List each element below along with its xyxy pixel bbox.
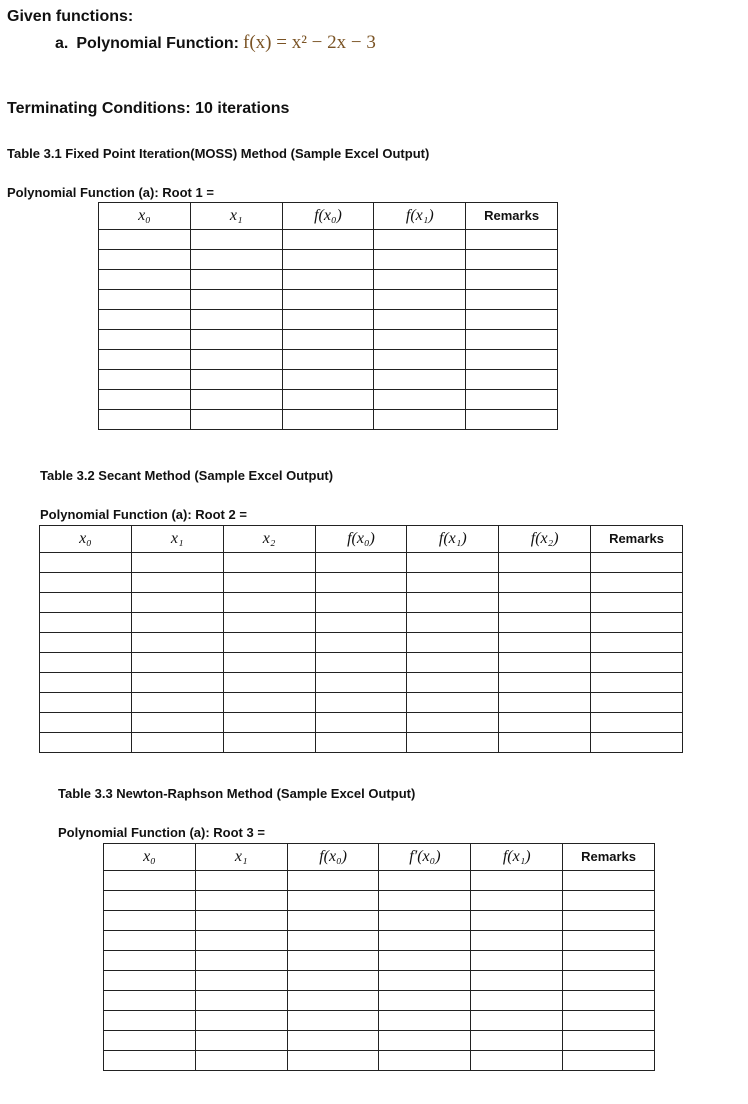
table-cell[interactable] [563, 1031, 655, 1051]
table-cell[interactable] [374, 370, 466, 390]
column-header [99, 203, 191, 230]
table-cell[interactable] [287, 971, 379, 991]
table-cell[interactable] [379, 971, 471, 991]
table-cell[interactable] [131, 553, 223, 573]
table-cell[interactable] [99, 350, 191, 370]
table-cell[interactable] [282, 390, 374, 410]
polynomial-formula: f(x) = x² − 2x − 3 [243, 32, 376, 53]
table-cell[interactable] [471, 971, 563, 991]
table-row [40, 713, 683, 733]
table-cell[interactable] [466, 270, 558, 290]
table-cell[interactable] [563, 991, 655, 1011]
table-cell[interactable] [591, 693, 683, 713]
table-cell[interactable] [99, 230, 191, 250]
table-cell[interactable] [195, 891, 287, 911]
table-cell[interactable] [563, 931, 655, 951]
fixed-point-table [98, 202, 558, 430]
table-row [99, 390, 558, 410]
table-cell[interactable] [40, 573, 132, 593]
given-functions-title: Given functions: [7, 8, 134, 25]
table-cell[interactable] [591, 713, 683, 733]
table-row [104, 1051, 655, 1071]
column-header-label: x₁ [170, 530, 184, 547]
table-cell[interactable] [40, 633, 132, 653]
table-cell[interactable] [466, 330, 558, 350]
table-cell[interactable] [471, 1031, 563, 1051]
table-cell[interactable] [471, 1011, 563, 1031]
table-cell[interactable] [471, 911, 563, 931]
table-cell[interactable] [223, 553, 315, 573]
table-cell[interactable] [282, 230, 374, 250]
table-cell[interactable] [466, 350, 558, 370]
table-row [104, 931, 655, 951]
table-cell[interactable] [195, 911, 287, 931]
table-cell[interactable] [40, 553, 132, 573]
table-cell[interactable] [499, 613, 591, 633]
column-header-label: f(x₁) [405, 207, 434, 224]
table-cell[interactable] [131, 693, 223, 713]
table-row [99, 330, 558, 350]
terminating-conditions: Terminating Conditions: 10 iterations [7, 100, 290, 117]
table-cell[interactable] [223, 593, 315, 613]
table-cell[interactable] [379, 991, 471, 1011]
table-cell[interactable] [374, 250, 466, 270]
table-3-1-title: Table 3.1 Fixed Point Iteration(MOSS) Method (Sample Excel Output) [7, 146, 430, 161]
table-cell[interactable] [190, 270, 282, 290]
table-cell[interactable] [287, 871, 379, 891]
column-header-label: Remarks [581, 849, 637, 864]
table-cell[interactable] [591, 733, 683, 753]
table-cell[interactable] [315, 613, 407, 633]
table-cell[interactable] [190, 230, 282, 250]
table-3-2-title: Table 3.2 Secant Method (Sample Excel Output) [40, 468, 334, 483]
column-header-label: x₀ [143, 848, 156, 865]
table-cell[interactable] [563, 891, 655, 911]
table-cell[interactable] [466, 390, 558, 410]
column-header [471, 844, 563, 871]
table-cell[interactable] [374, 410, 466, 430]
table-cell[interactable] [282, 350, 374, 370]
table-cell[interactable] [131, 673, 223, 693]
table-cell[interactable] [407, 693, 499, 713]
table-cell[interactable] [563, 1011, 655, 1031]
table-cell[interactable] [195, 931, 287, 951]
table-cell[interactable] [190, 330, 282, 350]
table-cell[interactable] [99, 250, 191, 270]
table-cell[interactable] [466, 410, 558, 430]
table-cell[interactable] [131, 613, 223, 633]
table-cell[interactable] [190, 370, 282, 390]
table-cell[interactable] [591, 613, 683, 633]
column-header [282, 203, 374, 230]
table-cell[interactable] [471, 931, 563, 951]
column-header [499, 526, 591, 553]
column-header-label: f(x₀) [314, 207, 342, 224]
table-row [99, 250, 558, 270]
table-cell[interactable] [315, 593, 407, 613]
column-header-label: x₁ [229, 207, 243, 224]
column-header [131, 526, 223, 553]
table-cell[interactable] [104, 991, 196, 1011]
table-cell[interactable] [471, 1051, 563, 1071]
column-header-label: f′(x₀) [409, 848, 441, 865]
table-cell[interactable] [282, 250, 374, 270]
table-cell[interactable] [223, 693, 315, 713]
table-cell[interactable] [104, 1031, 196, 1051]
table-cell[interactable] [99, 310, 191, 330]
table-cell[interactable] [287, 1051, 379, 1071]
table-cell[interactable] [379, 931, 471, 951]
table-cell[interactable] [379, 1011, 471, 1031]
column-header-label: f(x₂) [530, 530, 559, 547]
table-cell[interactable] [466, 250, 558, 270]
table-cell[interactable] [374, 230, 466, 250]
table-cell[interactable] [315, 553, 407, 573]
table-cell[interactable] [223, 673, 315, 693]
table-row [104, 1031, 655, 1051]
column-header [40, 526, 132, 553]
table-cell[interactable] [499, 573, 591, 593]
table-row [40, 673, 683, 693]
table-cell[interactable] [591, 593, 683, 613]
column-header [315, 526, 407, 553]
table-cell[interactable] [99, 370, 191, 390]
table-cell[interactable] [379, 871, 471, 891]
table-row [40, 733, 683, 753]
column-header-label: x₁ [234, 848, 248, 865]
table-row [104, 951, 655, 971]
table-cell[interactable] [99, 410, 191, 430]
table-cell[interactable] [131, 733, 223, 753]
table-row [40, 573, 683, 593]
table-cell[interactable] [40, 673, 132, 693]
table-cell[interactable] [499, 713, 591, 733]
table-cell[interactable] [195, 1051, 287, 1071]
table-row [99, 350, 558, 370]
table-cell[interactable] [104, 951, 196, 971]
table-row [99, 270, 558, 290]
table-3-1-root-label: Polynomial Function (a): Root 1 = [7, 185, 214, 200]
table-cell[interactable] [471, 951, 563, 971]
table-row [99, 410, 558, 430]
column-header [563, 844, 655, 871]
table-cell[interactable] [282, 270, 374, 290]
table-cell[interactable] [315, 653, 407, 673]
table-cell[interactable] [104, 911, 196, 931]
table-cell[interactable] [287, 891, 379, 911]
table-cell[interactable] [195, 951, 287, 971]
table-cell[interactable] [315, 733, 407, 753]
table-row [104, 911, 655, 931]
column-header-label: x₂ [262, 530, 276, 547]
table-cell[interactable] [104, 1051, 196, 1071]
table-cell[interactable] [563, 871, 655, 891]
table-cell[interactable] [131, 653, 223, 673]
table-cell[interactable] [99, 290, 191, 310]
column-header-label: x₀ [79, 530, 92, 547]
table-cell[interactable] [131, 633, 223, 653]
table-cell[interactable] [287, 951, 379, 971]
table-row [40, 653, 683, 673]
table-cell[interactable] [315, 673, 407, 693]
item-marker: a. [55, 35, 69, 52]
table-cell[interactable] [315, 713, 407, 733]
table-cell[interactable] [287, 911, 379, 931]
polynomial-function-label: Polynomial Function: [76, 35, 240, 52]
table-cell[interactable] [195, 991, 287, 1011]
table-3-3-root-label: Polynomial Function (a): Root 3 = [58, 825, 265, 840]
table-cell[interactable] [104, 931, 196, 951]
table-cell[interactable] [223, 613, 315, 633]
table-header-row [99, 203, 558, 230]
table-cell[interactable] [223, 653, 315, 673]
table-cell[interactable] [379, 1051, 471, 1071]
table-cell[interactable] [466, 310, 558, 330]
table-row [104, 871, 655, 891]
table-row [104, 991, 655, 1011]
table-cell[interactable] [104, 871, 196, 891]
table-cell[interactable] [99, 390, 191, 410]
table-row [40, 693, 683, 713]
table-cell[interactable] [374, 330, 466, 350]
table-cell[interactable] [282, 410, 374, 430]
table-cell[interactable] [131, 593, 223, 613]
table-cell[interactable] [499, 633, 591, 653]
column-header [104, 844, 196, 871]
table-cell[interactable] [499, 693, 591, 713]
table-cell[interactable] [374, 310, 466, 330]
table-cell[interactable] [407, 673, 499, 693]
table-cell[interactable] [407, 553, 499, 573]
table-cell[interactable] [40, 653, 132, 673]
table-cell[interactable] [563, 951, 655, 971]
table-cell[interactable] [466, 230, 558, 250]
column-header-label: f(x₀) [319, 848, 347, 865]
table-cell[interactable] [40, 693, 132, 713]
column-header-label: f(x₁) [438, 530, 467, 547]
column-header [195, 844, 287, 871]
table-row [40, 613, 683, 633]
column-header [287, 844, 379, 871]
table-cell[interactable] [131, 573, 223, 593]
table-cell[interactable] [40, 613, 132, 633]
column-header [379, 844, 471, 871]
newton-raphson-table [103, 843, 655, 1071]
table-cell[interactable] [99, 270, 191, 290]
table-cell[interactable] [471, 891, 563, 911]
table-cell[interactable] [374, 290, 466, 310]
table-cell[interactable] [374, 350, 466, 370]
table-cell[interactable] [99, 330, 191, 350]
table-cell[interactable] [591, 653, 683, 673]
table-cell[interactable] [563, 911, 655, 931]
table-row [99, 230, 558, 250]
table-header-row [40, 526, 683, 553]
table-cell[interactable] [40, 593, 132, 613]
table-cell[interactable] [223, 573, 315, 593]
table-cell[interactable] [287, 1011, 379, 1031]
table-cell[interactable] [287, 991, 379, 1011]
table-cell[interactable] [190, 250, 282, 270]
table-cell[interactable] [40, 733, 132, 753]
table-cell[interactable] [407, 593, 499, 613]
column-header-label: f(x₁) [502, 848, 531, 865]
table-cell[interactable] [195, 1031, 287, 1051]
table-3-2-root-label: Polynomial Function (a): Root 2 = [40, 507, 247, 522]
table-cell[interactable] [407, 713, 499, 733]
table-cell[interactable] [591, 573, 683, 593]
table-cell[interactable] [374, 390, 466, 410]
table-cell[interactable] [379, 951, 471, 971]
table-cell[interactable] [563, 971, 655, 991]
table-cell[interactable] [315, 573, 407, 593]
table-row [104, 1011, 655, 1031]
polynomial-function-line [55, 32, 376, 54]
table-row [104, 891, 655, 911]
table-cell[interactable] [104, 891, 196, 911]
table-cell[interactable] [104, 1011, 196, 1031]
table-cell[interactable] [190, 310, 282, 330]
table-cell[interactable] [223, 713, 315, 733]
table-cell[interactable] [131, 713, 223, 733]
table-cell[interactable] [407, 733, 499, 753]
table-cell[interactable] [379, 1031, 471, 1051]
column-header-label: x₀ [138, 207, 151, 224]
table-cell[interactable] [374, 270, 466, 290]
column-header-label: Remarks [609, 531, 664, 546]
column-header [223, 526, 315, 553]
table-cell[interactable] [407, 633, 499, 653]
secant-table [39, 525, 683, 753]
table-cell[interactable] [104, 971, 196, 991]
table-cell[interactable] [499, 673, 591, 693]
table-cell[interactable] [499, 653, 591, 673]
table-cell[interactable] [287, 1031, 379, 1051]
table-cell[interactable] [282, 370, 374, 390]
table-cell[interactable] [407, 653, 499, 673]
table-cell[interactable] [190, 410, 282, 430]
table-cell[interactable] [315, 633, 407, 653]
column-header [374, 203, 466, 230]
column-header [466, 203, 558, 230]
table-cell[interactable] [315, 693, 407, 713]
table-row [99, 310, 558, 330]
table-cell[interactable] [471, 871, 563, 891]
table-row [99, 290, 558, 310]
table-cell[interactable] [379, 891, 471, 911]
table-row [40, 553, 683, 573]
table-cell[interactable] [499, 733, 591, 753]
table-cell[interactable] [282, 310, 374, 330]
table-header-row [104, 844, 655, 871]
table-cell[interactable] [190, 390, 282, 410]
table-row [104, 971, 655, 991]
column-header [190, 203, 282, 230]
column-header [407, 526, 499, 553]
table-cell[interactable] [195, 971, 287, 991]
table-cell[interactable] [407, 613, 499, 633]
table-cell[interactable] [563, 1051, 655, 1071]
table-cell[interactable] [195, 871, 287, 891]
table-row [40, 593, 683, 613]
table-cell[interactable] [287, 931, 379, 951]
table-cell[interactable] [223, 733, 315, 753]
table-row [40, 633, 683, 653]
table-cell[interactable] [591, 633, 683, 653]
table-cell[interactable] [40, 713, 132, 733]
table-cell[interactable] [190, 350, 282, 370]
table-cell[interactable] [591, 553, 683, 573]
table-cell[interactable] [407, 573, 499, 593]
table-cell[interactable] [190, 290, 282, 310]
table-cell[interactable] [195, 1011, 287, 1031]
table-cell[interactable] [379, 911, 471, 931]
table-cell[interactable] [282, 330, 374, 350]
table-cell[interactable] [466, 370, 558, 390]
table-row [99, 370, 558, 390]
table-cell[interactable] [591, 673, 683, 693]
table-cell[interactable] [466, 290, 558, 310]
table-cell[interactable] [471, 991, 563, 1011]
table-cell[interactable] [499, 593, 591, 613]
table-3-3-title: Table 3.3 Newton-Raphson Method (Sample Excel Output) [58, 786, 416, 801]
table-cell[interactable] [223, 633, 315, 653]
column-header [591, 526, 683, 553]
column-header-label: f(x₀) [347, 530, 375, 547]
table-cell[interactable] [499, 553, 591, 573]
table-cell[interactable] [282, 290, 374, 310]
column-header-label: Remarks [484, 208, 540, 223]
